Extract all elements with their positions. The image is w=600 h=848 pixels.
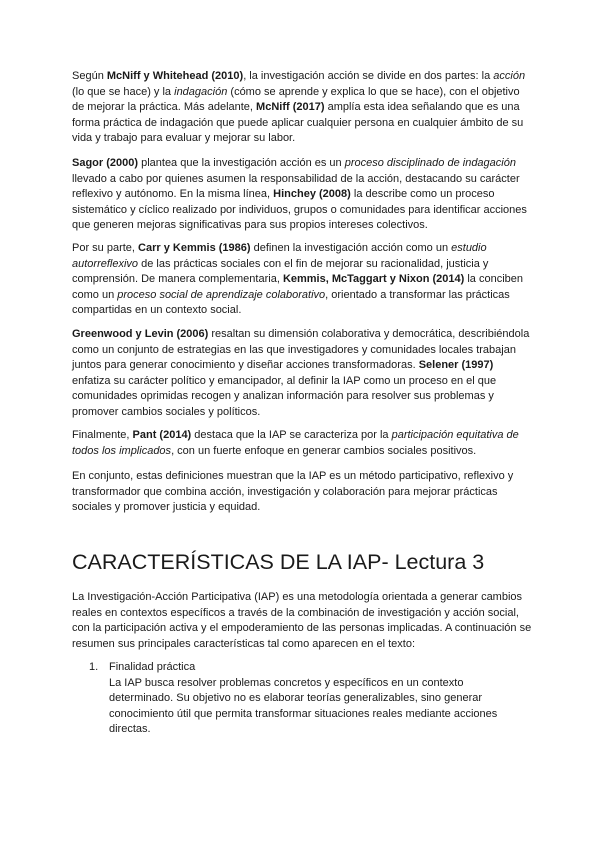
bold-citation: McNiff y Whitehead (2010)	[106, 70, 244, 82]
list-item-number: 1.	[89, 661, 99, 673]
bold-citation: Hinchey (2008)	[273, 188, 351, 201]
text-run: Por su parte,	[72, 242, 139, 254]
bold-citation: Carr y Kemmis (1986)	[138, 242, 251, 254]
paragraph-sagor	[72, 156, 532, 234]
italic-term: estudio autorreflexivo	[72, 242, 487, 270]
italic-term: proceso disciplinado de indagación	[344, 157, 516, 169]
section-heading: CARACTERÍSTICAS DE LA IAP- Lectura 3	[72, 550, 485, 574]
italic-term: indagación	[174, 85, 228, 98]
paragraph-carr-kemmis	[72, 241, 532, 319]
text-run: amplía esta idea señalando que es una forma práctica de indagación que puede aplicar cualquier persona en cualquier ámbito de su vida y trabajo para evaluar y mejorar su labor.	[72, 101, 524, 145]
text-run: de las prácticas sociales con el fin de mejorar su racionalidad, justicia y comprensión. De manera complementaria,	[72, 257, 489, 286]
italic-term: acción	[493, 70, 526, 82]
text-run: Según	[72, 70, 107, 82]
italic-term: participación equitativa de todos los implicados	[72, 429, 519, 457]
text-run: , orientado a transformar las prácticas compartidas en un contexto social.	[72, 288, 510, 317]
text-run: , la investigación acción se divide en dos partes: la	[243, 70, 494, 82]
text-run: destaca que la IAP se caracteriza por la	[191, 429, 392, 441]
bold-citation: Kemmis, McTaggart y Nixon (2014)	[282, 273, 465, 286]
text-run: la describe como un proceso sistemático y cíclico realizado por individuos, grupos o comunidades para identificar acciones que generen mejoras significativas para sus propios intereses colectivos.	[72, 188, 527, 232]
bold-citation: Greenwood y Levin (2006)	[72, 328, 209, 340]
list-item-description: La IAP busca resolver problemas concretos y específicos en un contexto determinado. Su objetivo no es elaborar teorías generalizables, sino generar conocimiento útil que permita transformar situaciones reales mediante acciones directas.	[109, 676, 498, 736]
text-run: enfatiza su carácter político y emancipador, al definir la IAP como un proceso en el que comunidades oprimidas recogen y analizan información para resolver sus problemas y promover cambios sociales y políticos.	[72, 374, 497, 418]
text-run: En conjunto, estas definiciones muestran que la IAP es un método participativo, reflexivo y transformador que combina acción, investigación y colaboración para mejorar prácticas sociales y promover justicia y equidad.	[72, 470, 514, 514]
text-run: plantea que la investigación acción es un	[138, 157, 345, 169]
list-item-title: Finalidad práctica	[109, 661, 196, 673]
text-run: Finalmente,	[72, 429, 133, 441]
text-run: (cómo se aprende y explica lo que se hace), con el objetivo de mejorar la práctica. Más adelante,	[72, 85, 520, 114]
text-run: la conciben como un	[72, 273, 524, 301]
bold-citation: McNiff (2017)	[256, 101, 325, 114]
text-run: definen la investigación acción como un	[250, 242, 452, 254]
intro-paragraph: La Investigación-Acción Participativa (IAP) es una metodología orientada a generar cambios reales en contextos específicos a través de la combinación de investigación y acción social, con la participación activa y el empoderamiento de las personas implicadas. A continuación se resumen sus principales características tal como aparecen en el texto:	[72, 591, 532, 650]
paragraph-greenwood-selener	[72, 327, 532, 421]
text-run: llevado a cabo por quienes asumen la responsabilidad de la acción, destacando su carácter reflexivo y autónomo. En la misma línea,	[72, 172, 520, 201]
italic-term: proceso social de aprendizaje colaborativo	[117, 288, 326, 301]
bold-citation: Sagor (2000)	[72, 157, 139, 169]
text-run: (lo que se hace) y la	[72, 85, 175, 98]
text-run: resaltan su dimensión colaborativa y democrática, describiéndola como un conjunto de estrategias en las que investigadores y comunidades locales trabajan juntos para generar conocimiento y diseñar acciones transformadoras.	[72, 328, 530, 372]
paragraph-mcniff	[72, 69, 532, 147]
paragraph-pant	[72, 428, 532, 459]
text-run: , con un fuerte enfoque en generar cambios sociales positivos.	[171, 444, 477, 457]
bold-citation: Selener (1997)	[418, 359, 494, 372]
bold-citation: Pant (2014)	[132, 429, 192, 441]
paragraph-conclusion	[72, 469, 532, 516]
